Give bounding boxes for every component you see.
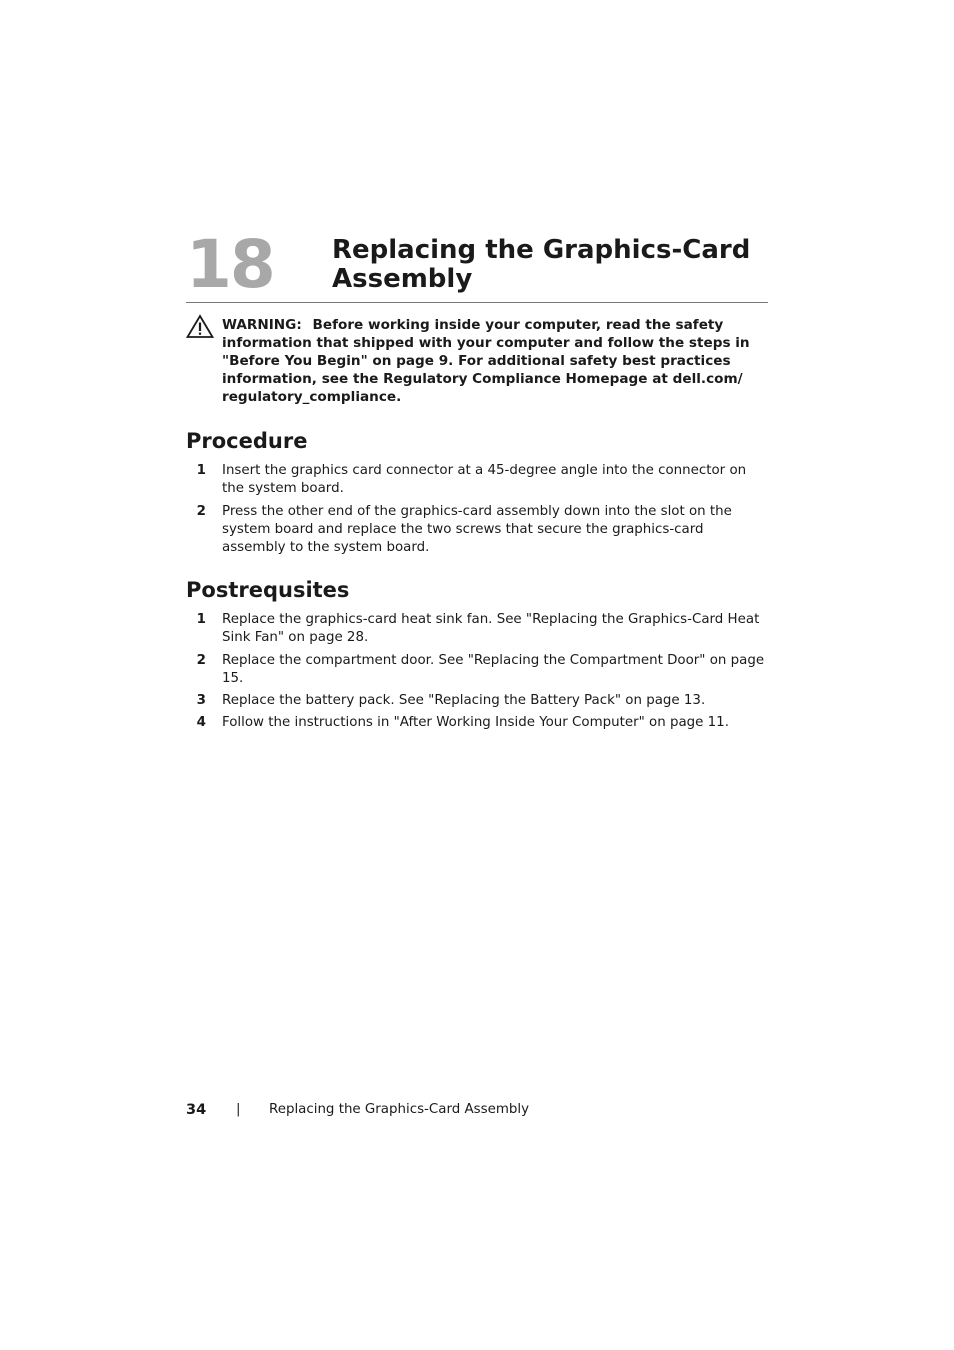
step-number: 1 [196, 612, 206, 627]
step-text: Press the other end of the graphics-card assembly down into the slot on the system board and replace the two screws that secure the graphics-card assembly to the system board. [222, 504, 732, 555]
warning-label: WARNING: [222, 317, 302, 333]
step-text: Insert the graphics card connector at a 45-degree angle into the connector on the system board. [222, 463, 747, 496]
step-text: Replace the compartment door. See "Replacing the Compartment Door" on page 15. [222, 653, 765, 686]
procedure-list [186, 462, 768, 557]
footer-chapter-title: Replacing the Graphics-Card Assembly [269, 1102, 530, 1117]
step-number: 3 [196, 693, 206, 708]
postrequisites-list [186, 611, 768, 732]
list-item [186, 611, 768, 647]
title-divider [186, 302, 768, 303]
step-number: 4 [196, 715, 206, 730]
list-item [186, 714, 768, 732]
list-item [186, 692, 768, 710]
chapter-title: Replacing the Graphics-Card Assembly [332, 235, 751, 294]
postrequisites-heading: Postrequsites [186, 578, 350, 602]
step-text: Follow the instructions in "After Working Inside Your Computer" on page 11. [222, 715, 729, 730]
list-item [186, 652, 768, 688]
step-text: Replace the battery pack. See "Replacing the Battery Pack" on page 13. [222, 693, 706, 708]
warning-triangle-icon [186, 314, 214, 339]
chapter-number: 18 [186, 226, 274, 303]
page-number: 34 [186, 1102, 207, 1118]
footer-separator: | [236, 1102, 241, 1117]
step-number: 1 [196, 463, 206, 478]
list-item [186, 462, 768, 498]
step-number: 2 [196, 504, 206, 519]
warning-body: Before working inside your computer, read the safety information that shipped with your computer and follow the steps in "Before You Begin" on page 9. For additional safety best practices information, see the Regulatory Compliance Homepage at dell.com/ regulatory_compliance. [222, 317, 750, 405]
step-text: Replace the graphics-card heat sink fan. See "Replacing the Graphics-Card Heat Sink Fan" on page 28. [222, 612, 760, 645]
warning-text-block [222, 316, 768, 406]
procedure-heading: Procedure [186, 429, 308, 453]
list-item [186, 503, 768, 557]
step-number: 2 [196, 653, 206, 668]
warning-notice [186, 316, 768, 406]
